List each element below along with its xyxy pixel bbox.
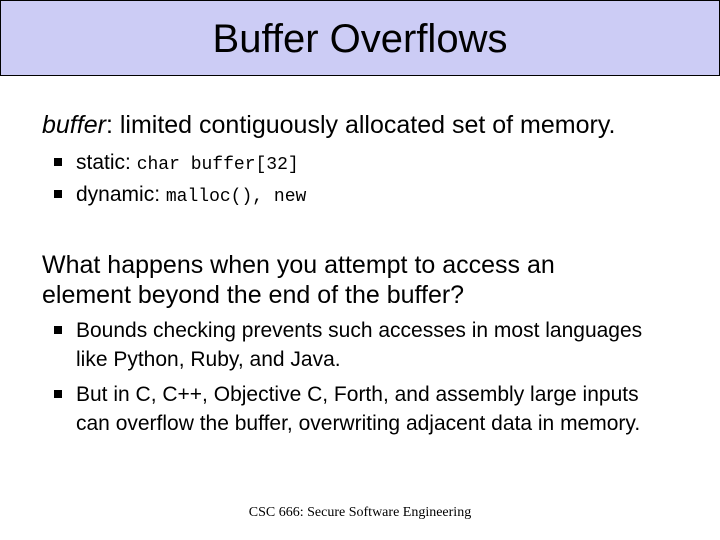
- slide-title: Buffer Overflows: [212, 17, 508, 61]
- definition-term: buffer: [42, 111, 106, 139]
- bullet-label: static:: [76, 151, 137, 174]
- square-bullet-icon: [54, 390, 62, 398]
- answer-bullet-list: [42, 316, 672, 438]
- bullet-text: Bounds checking prevents such accesses in most languages like Python, Ruby, and Java.: [76, 319, 643, 371]
- code-snippet: malloc(), new: [165, 187, 307, 207]
- bullet-text: But in C, C++, Objective C, Forth, and assembly large inputs can overflow the buffer, overwriting adjacent data in memory.: [76, 383, 641, 435]
- square-bullet-icon: [54, 158, 62, 166]
- bullet-label: dynamic:: [76, 183, 166, 206]
- definition-line: [42, 110, 712, 140]
- square-bullet-icon: [54, 190, 62, 198]
- question-text: What happens when you attempt to access an element beyond the end of the buffer?: [42, 251, 555, 309]
- list-item: [42, 316, 672, 374]
- list-item: [42, 380, 672, 438]
- list-item: [42, 148, 712, 180]
- slide-title-bar: [0, 0, 720, 76]
- list-item: [42, 180, 712, 212]
- slide-content: [42, 110, 712, 438]
- definition-text: : limited contiguously allocated set of memory.: [105, 111, 616, 139]
- code-snippet: char buffer[32]: [136, 155, 299, 175]
- definition-bullet-list: [42, 148, 712, 212]
- slide-footer: CSC 666: Secure Software Engineering: [248, 505, 472, 520]
- square-bullet-icon: [54, 326, 62, 334]
